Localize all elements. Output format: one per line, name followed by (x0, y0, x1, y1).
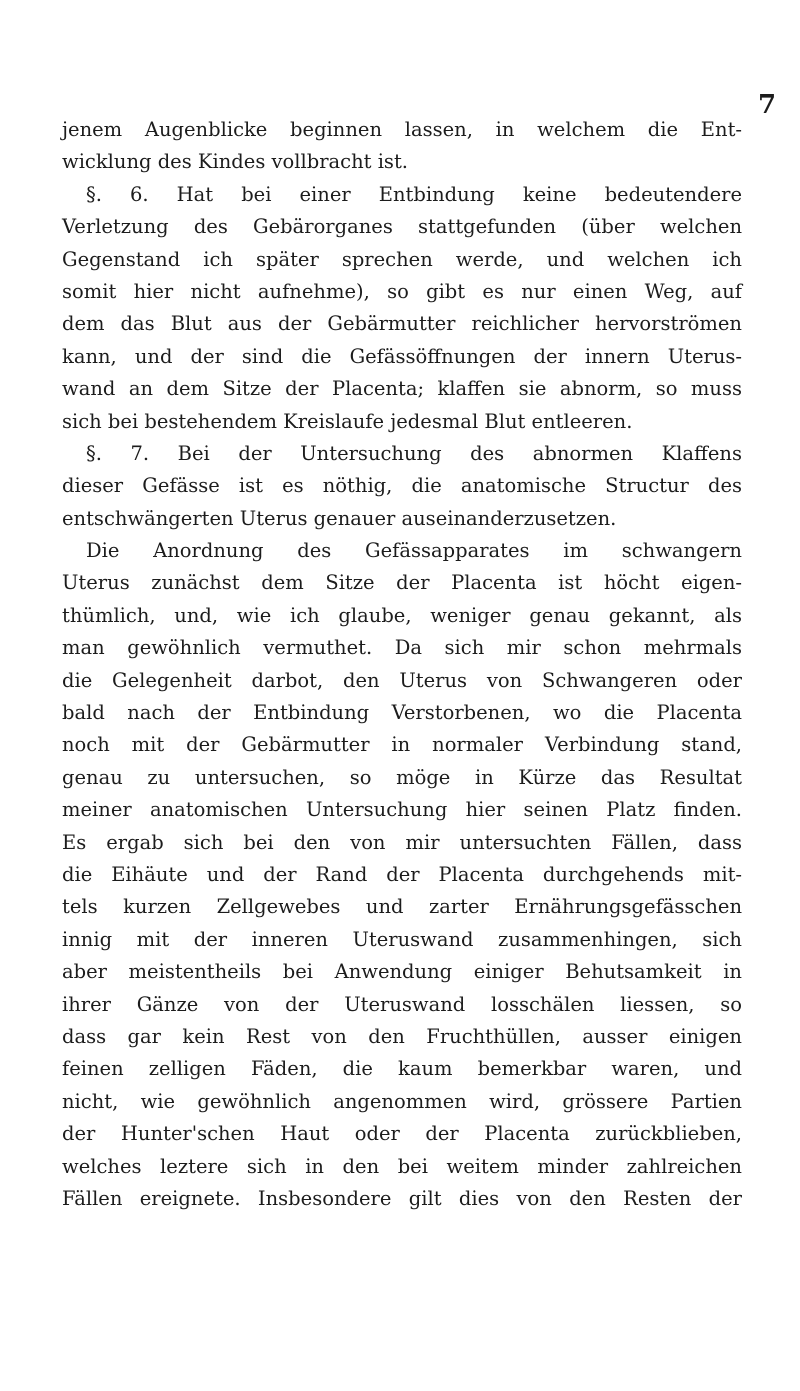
text-line: thümlich, und, wie ich glaube, weniger genau gekannt, als (62, 603, 742, 627)
text-line: Gegenstand ich später sprechen werde, und welchen ich (62, 247, 742, 271)
text-line: wand an dem Sitze der Placenta; klaffen sie abnorm, so muss (62, 377, 742, 401)
text-line: innig mit der inneren Uteruswand zusammenhingen, sich (62, 927, 742, 951)
text-line: nicht, wie gewöhnlich angenommen wird, grössere Partien (62, 1089, 742, 1113)
text-line: sich bei bestehendem Kreislaufe jedesmal Blut entleeren. (62, 409, 633, 433)
text-line: §. 6. Hat bei einer Entbindung keine bedeutendere (86, 182, 742, 206)
text-line: bald nach der Entbindung Verstorbenen, wo die Placenta (62, 701, 742, 725)
text-line: genau zu untersuchen, so möge in Kürze das Resultat (62, 765, 742, 789)
text-line: §. 7. Bei der Untersuchung des abnormen Klaffens (86, 441, 742, 465)
text-line: die Eihäute und der Rand der Placenta durchgehends mit- (62, 862, 742, 886)
text-line: dass gar kein Rest von den Fruchthüllen, ausser einigen (62, 1024, 742, 1048)
text-line: kann, und der sind die Gefässöffnungen der innern Uterus- (62, 344, 742, 368)
text-line: tels kurzen Zellgewebes und zarter Ernährungsgefässchen (62, 895, 742, 919)
text-line: Uterus zunächst dem Sitze der Placenta ist höcht eigen- (62, 571, 742, 595)
text-line: Die Anordnung des Gefässapparates im schwangern (86, 539, 742, 563)
text-line: feinen zelligen Fäden, die kaum bemerkbar waren, und (62, 1057, 742, 1081)
text-line: man gewöhnlich vermuthet. Da sich mir schon mehrmals (62, 636, 742, 660)
body-text (62, 114, 742, 1215)
text-line: Verletzung des Gebärorganes stattgefunden (über welchen (62, 215, 742, 239)
text-line: entschwängerten Uterus genauer auseinanderzusetzen. (62, 506, 617, 530)
text-line: Fällen ereignete. Insbesondere gilt dies von den Resten der (62, 1186, 742, 1210)
text-line: ihrer Gänze von der Uteruswand losschälen liessen, so (62, 992, 742, 1016)
text-line: welches leztere sich in den bei weitem minder zahlreichen (62, 1154, 742, 1178)
text-line: Es ergab sich bei den von mir untersuchten Fällen, dass (62, 830, 742, 854)
text-line: meiner anatomischen Untersuchung hier seinen Platz finden. (62, 798, 742, 822)
text-line: dieser Gefässe ist es nöthig, die anatomische Structur des (62, 474, 742, 498)
text-line: aber meistentheils bei Anwendung einiger Behutsamkeit in (62, 960, 742, 984)
text-line: somit hier nicht aufnehme), so gibt es nur einen Weg, auf (62, 279, 742, 303)
text-line: dem das Blut aus der Gebärmutter reichlicher hervorströmen (62, 312, 742, 336)
text-line: jenem Augenblicke beginnen lassen, in welchem die Ent- (62, 118, 742, 141)
page-number: 7 (758, 90, 777, 120)
text-line: noch mit der Gebärmutter in normaler Verbindung stand, (62, 733, 742, 757)
text-line: wicklung des Kindes vollbracht ist. (62, 150, 408, 174)
text-line: die Gelegenheit darbot, den Uterus von Schwangeren oder (62, 668, 742, 692)
text-line: der Hunter'schen Haut oder der Placenta zurückblieben, (62, 1122, 742, 1146)
